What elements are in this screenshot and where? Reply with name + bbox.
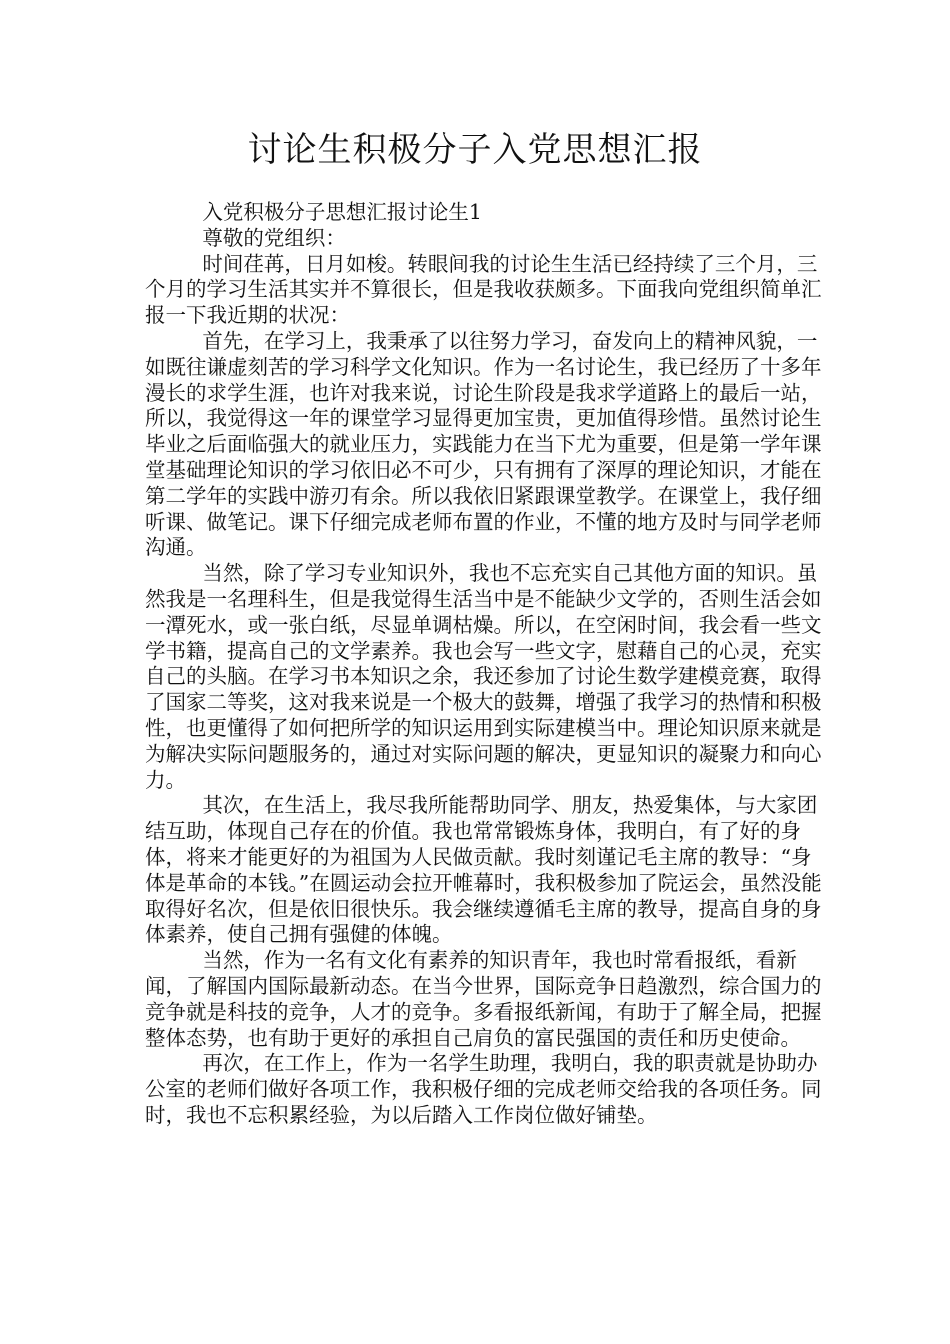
document-title: 讨论生积极分子入党思想汇报 xyxy=(247,130,703,170)
paragraph-1: 时间荏苒，日月如梭。转眼间我的讨论生生活已经持续了三个月，三个月的学习生活其实并不算很长，但是我收获颇多。下面我向党组织简单汇报一下我近期的状况： xyxy=(145,251,822,328)
paragraph-4: 其次，在生活上，我尽我所能帮助同学、朋友，热爱集体，与大家团结互助，体现自己存在的价值。我也常常锻炼身体，我明白，有了好的身体，将来才能更好的为祖国为人民做贡献。我时刻谨记毛主席的教导：“身体是革命的本钱。”在圆运动会拉开帷幕时，我积极参加了院运会，虽然没能取得好名次，但是依旧很快乐。我会继续遵循毛主席的教导，提高自身的身体素养，使自己拥有强健的体魄。 xyxy=(145,793,822,947)
paragraph-2: 首先，在学习上，我秉承了以往努力学习，奋发向上的精神风貌，一如既往谦虚刻苦的学习科学文化知识。作为一名讨论生，我已经历了十多年漫长的求学生涯，也许对我来说，讨论生阶段是我求学道路上的最后一站，所以，我觉得这一年的课堂学习显得更加宝贵，更加值得珍惜。虽然讨论生毕业之后面临强大的就业压力，实践能力在当下尤为重要，但是第一学年课堂基础理论知识的学习依旧必不可少，只有拥有了深厚的理论知识，才能在第二学年的实践中游刃有余。所以我依旧紧跟课堂教学。在课堂上，我仔细听课、做笔记。课下仔细完成老师布置的作业，不懂的地方及时与同学老师沟通。 xyxy=(145,328,822,560)
salutation: 尊敬的党组织： xyxy=(202,225,346,250)
paragraph-3: 当然，除了学习专业知识外，我也不忘充实自己其他方面的知识。虽然我是一名理科生，但是我觉得生活当中是不能缺少文学的，否则生活会如一潭死水，或一张白纸，尽显单调枯燥。所以，在空闲时间，我会看一些文学书籍，提高自己的文学素养。我也会写一些文字，慰藉自己的心灵，充实自己的头脑。在学习书本知识之余，我还参加了讨论生数学建模竞赛，取得了国家二等奖，这对我来说是一个极大的鼓舞，增强了我学习的热情和积极性，也更懂得了如何把所学的知识运用到实际建模当中。理论知识原来就是为解决实际问题服务的，通过对实际问题的解决，更显知识的凝聚力和向心力。 xyxy=(145,561,822,792)
paragraph-5: 当然，作为一名有文化有素养的知识青年，我也时常看报纸，看新闻，了解国内国际最新动态。在当今世界，国际竞争日趋激烈，综合国力的竞争就是科技的竞争，人才的竞争。多看报纸新闻，有助于了解全局，把握整体态势，也有助于更好的承担自己肩负的富民强国的责任和历史使命。 xyxy=(145,948,822,1050)
paragraph-6: 再次，在工作上，作为一名学生助理，我明白，我的职责就是协助办公室的老师们做好各项工作，我积极仔细的完成老师交给我的各项任务。同时，我也不忘积累经验，为以后踏入工作岗位做好铺垫。 xyxy=(145,1051,822,1127)
document-subtitle: 入党积极分子思想汇报讨论生1 xyxy=(202,200,482,224)
document-body xyxy=(145,200,825,1129)
